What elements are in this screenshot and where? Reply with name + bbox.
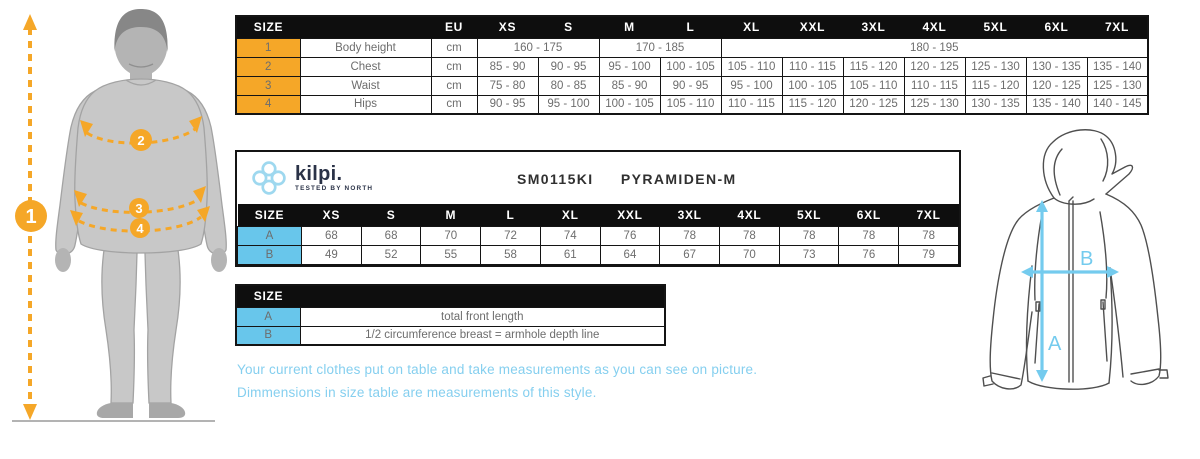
cell-value: 130 - 135 xyxy=(1026,57,1087,76)
arrow-up-icon xyxy=(23,14,37,30)
header-col-7xl: 7XL xyxy=(1087,16,1148,38)
header-col-xl: XL xyxy=(540,204,600,226)
cell-value: 68 xyxy=(361,226,421,245)
header-col-xxl: XXL xyxy=(600,204,660,226)
header-eu: EU xyxy=(431,16,477,38)
jacket-outline xyxy=(983,130,1168,389)
header-size: SIZE xyxy=(236,285,300,307)
cell-value: 120 - 125 xyxy=(843,95,904,114)
cell-value: 70 xyxy=(421,226,481,245)
header-col-xl: XL xyxy=(721,16,782,38)
cell-value: 105 - 110 xyxy=(843,76,904,95)
cell-value: 78 xyxy=(839,226,899,245)
row-measure-b xyxy=(238,245,959,264)
header-col-4xl: 4XL xyxy=(904,16,965,38)
header-col-6xl: 6XL xyxy=(1026,16,1087,38)
product-style-code: SM0115KI xyxy=(517,171,594,187)
marker-4-label: 4 xyxy=(136,221,144,236)
cell-value: 135 - 140 xyxy=(1087,57,1148,76)
row-unit: cm xyxy=(431,95,477,114)
left-foot xyxy=(97,403,133,418)
cell-value: 160 - 175 xyxy=(477,38,599,57)
legend-text-b: 1/2 circumference breast = armhole depth line xyxy=(300,326,665,345)
jacket-label-a: A xyxy=(1048,333,1062,355)
header-empty xyxy=(300,16,431,38)
legend-text-a: total front length xyxy=(300,307,665,326)
row-hips xyxy=(236,95,1148,114)
kilpi-tagline: TESTED BY NORTH xyxy=(295,185,374,192)
cell-value: 135 - 140 xyxy=(1026,95,1087,114)
row-number: 2 xyxy=(236,57,300,76)
right-leg xyxy=(145,250,180,403)
header-col-xxl: XXL xyxy=(782,16,843,38)
kilpi-brand-name: kilpi. xyxy=(295,163,343,185)
right-hand xyxy=(211,248,227,272)
jacket-svg xyxy=(982,118,1182,410)
cell-value: 78 xyxy=(899,226,959,245)
cell-value: 78 xyxy=(720,226,780,245)
cell-value: 125 - 130 xyxy=(904,95,965,114)
cell-value: 72 xyxy=(481,226,541,245)
cell-value: 140 - 145 xyxy=(1087,95,1148,114)
cell-value: 120 - 125 xyxy=(904,57,965,76)
row-body-height xyxy=(236,38,1148,57)
cell-value: 52 xyxy=(361,245,421,264)
right-foot xyxy=(149,403,185,418)
cell-value: 85 - 90 xyxy=(477,57,538,76)
cell-value: 49 xyxy=(302,245,362,264)
row-number: 3 xyxy=(236,76,300,95)
header-col-4xl: 4XL xyxy=(720,204,780,226)
header-size: SIZE xyxy=(238,204,302,226)
kilpi-logo xyxy=(249,158,373,198)
legend-table xyxy=(235,284,666,346)
legend-table-header xyxy=(236,285,665,307)
general-size-table xyxy=(235,15,1149,115)
arrow-down-icon xyxy=(23,404,37,420)
cell-value: 115 - 120 xyxy=(843,57,904,76)
arrow-down-icon xyxy=(1036,370,1048,382)
cell-value: 125 - 130 xyxy=(1087,76,1148,95)
header-col-5xl: 5XL xyxy=(965,16,1026,38)
cell-value: 110 - 115 xyxy=(904,76,965,95)
header-col-5xl: 5XL xyxy=(779,204,839,226)
row-label: Chest xyxy=(300,57,431,76)
header-col-m: M xyxy=(421,204,481,226)
arrow-right-icon xyxy=(1107,266,1119,278)
cell-value: 76 xyxy=(600,226,660,245)
body-measurement-diagram xyxy=(0,0,230,454)
cell-value: 76 xyxy=(839,245,899,264)
header-col-xs: XS xyxy=(302,204,362,226)
cell-value: 70 xyxy=(720,245,780,264)
header-col-3xl: 3XL xyxy=(660,204,720,226)
row-measure-a xyxy=(238,226,959,245)
cell-value: 80 - 85 xyxy=(538,76,599,95)
header-col-6xl: 6XL xyxy=(839,204,899,226)
cell-value: 90 - 95 xyxy=(660,76,721,95)
cell-value: 120 - 125 xyxy=(1026,76,1087,95)
cell-value: 180 - 195 xyxy=(721,38,1148,57)
header-col-7xl: 7XL xyxy=(899,204,959,226)
cell-value: 110 - 115 xyxy=(782,57,843,76)
product-table-logo-band xyxy=(237,152,959,204)
cell-value: 130 - 135 xyxy=(965,95,1026,114)
cell-value: 61 xyxy=(540,245,600,264)
cell-value: 64 xyxy=(600,245,660,264)
cell-value: 100 - 105 xyxy=(660,57,721,76)
product-table-header xyxy=(238,204,959,226)
legend-label-b: B xyxy=(236,326,300,345)
product-style-name: PYRAMIDEN-M xyxy=(620,171,737,187)
left-hand xyxy=(55,248,71,272)
kilpi-knot-icon xyxy=(249,158,289,198)
note-line-1: Your current clothes put on table and take measurements as you can see on picture. xyxy=(237,362,758,377)
cell-value: 105 - 110 xyxy=(721,57,782,76)
header-col-m: M xyxy=(599,16,660,38)
row-label: Body height xyxy=(300,38,431,57)
cell-value: 90 - 95 xyxy=(477,95,538,114)
cell-value: 95 - 100 xyxy=(538,95,599,114)
cell-value: 58 xyxy=(481,245,541,264)
header-col-xs: XS xyxy=(477,16,538,38)
note-line-2: Dimmensions in size table are measurements of this style. xyxy=(237,385,597,400)
cell-value: 79 xyxy=(899,245,959,264)
row-label-b: B xyxy=(238,245,302,264)
left-leg xyxy=(102,250,137,403)
row-label: Waist xyxy=(300,76,431,95)
cell-value: 78 xyxy=(660,226,720,245)
cell-value: 55 xyxy=(421,245,481,264)
product-size-table xyxy=(235,150,961,267)
cell-value: 90 - 95 xyxy=(538,57,599,76)
header-col-3xl: 3XL xyxy=(843,16,904,38)
cell-value: 85 - 90 xyxy=(599,76,660,95)
header-col-s: S xyxy=(361,204,421,226)
row-label: Hips xyxy=(300,95,431,114)
row-waist xyxy=(236,76,1148,95)
measurement-note xyxy=(237,358,757,404)
row-chest xyxy=(236,57,1148,76)
cell-value: 67 xyxy=(660,245,720,264)
body-figure-svg xyxy=(0,0,230,454)
row-unit: cm xyxy=(431,57,477,76)
header-col-l: L xyxy=(481,204,541,226)
marker-1-label: 1 xyxy=(25,206,37,228)
row-unit: cm xyxy=(431,38,477,57)
cell-value: 74 xyxy=(540,226,600,245)
legend-row-a xyxy=(236,307,665,326)
product-identifier xyxy=(517,171,737,187)
arrow-left-icon xyxy=(1021,266,1033,278)
row-label-a: A xyxy=(238,226,302,245)
cell-value: 115 - 120 xyxy=(782,95,843,114)
cell-value: 75 - 80 xyxy=(477,76,538,95)
cell-value: 100 - 105 xyxy=(782,76,843,95)
header-size: SIZE xyxy=(236,16,300,38)
cell-value: 73 xyxy=(779,245,839,264)
row-number: 1 xyxy=(236,38,300,57)
header-col-l: L xyxy=(660,16,721,38)
row-number: 4 xyxy=(236,95,300,114)
cell-value: 100 - 105 xyxy=(599,95,660,114)
cell-value: 170 - 185 xyxy=(599,38,721,57)
jacket-label-b: B xyxy=(1080,248,1094,270)
cell-value: 105 - 110 xyxy=(660,95,721,114)
product-measures-table xyxy=(237,204,959,265)
cell-value: 95 - 100 xyxy=(721,76,782,95)
jacket-measurement-diagram xyxy=(982,118,1182,410)
cell-value: 95 - 100 xyxy=(599,57,660,76)
marker-2-label: 2 xyxy=(137,133,145,148)
row-unit: cm xyxy=(431,76,477,95)
cell-value: 110 - 115 xyxy=(721,95,782,114)
cell-value: 125 - 130 xyxy=(965,57,1026,76)
legend-row-b xyxy=(236,326,665,345)
cell-value: 68 xyxy=(302,226,362,245)
general-size-table-header xyxy=(236,16,1148,38)
header-empty xyxy=(300,285,665,307)
legend-label-a: A xyxy=(236,307,300,326)
header-col-s: S xyxy=(538,16,599,38)
marker-3-label: 3 xyxy=(135,201,143,216)
cell-value: 78 xyxy=(779,226,839,245)
cell-value: 115 - 120 xyxy=(965,76,1026,95)
